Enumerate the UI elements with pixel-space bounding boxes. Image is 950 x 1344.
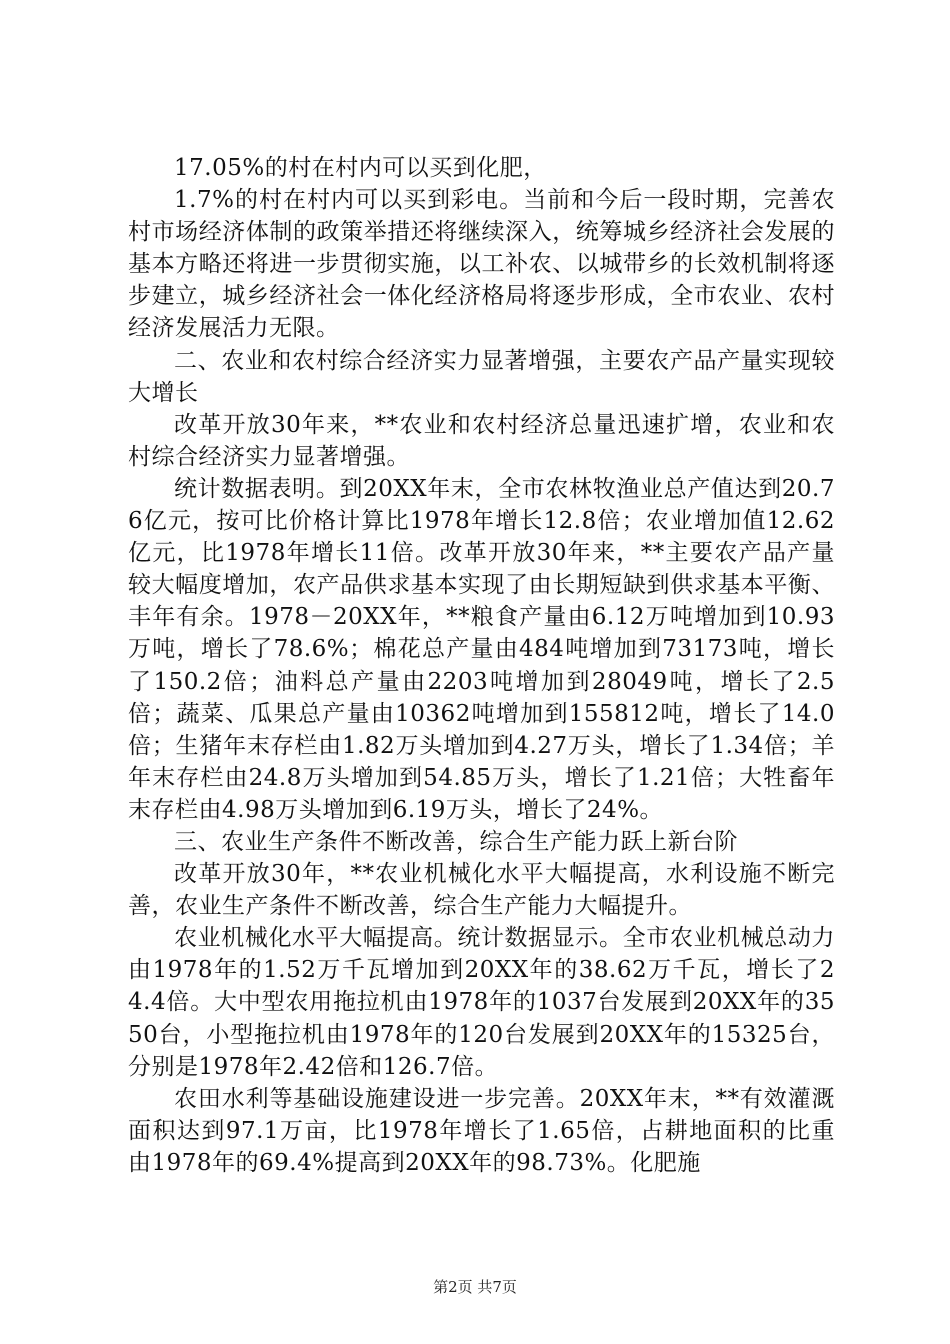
paragraph-1: 17.05%的村在村内可以买到化肥， (174, 155, 547, 181)
document-body (128, 152, 835, 1179)
section-heading-3: 三、农业生产条件不断改善，综合生产能力跃上新台阶 (174, 828, 738, 855)
page-footer (0, 1276, 950, 1297)
page-number: 第2页 共7页 (433, 1278, 517, 1296)
section-heading-2: 二、农业和农村综合经济实力显著增强，主要农产品产量实现较大增长 (128, 347, 835, 406)
paragraph-5: 改革开放30年，**农业机械化水平大幅提高，水利设施不断完善，农业生产条件不断改善，综合生产能力大幅提升。 (128, 861, 835, 920)
paragraph-3: 改革开放30年来，**农业和农村经济总量迅速扩增，农业和农村综合经济实力显著增强。 (128, 411, 835, 470)
paragraph-6: 农业机械化水平大幅提高。统计数据显示。全市农业机械总动力由1978年的1.52万千瓦增加到20XX年的38.62万千瓦，增长了24.4倍。大中型农用拖拉机由1978年的1037台发展到20XX年的3550台，小型拖拉机由1978年的120台发展到20XX年的15325台，分别是1978年2.42倍和126.7倍。 (128, 925, 835, 1080)
paragraph-7: 农田水利等基础设施建设进一步完善。20XX年末，**有效灌溉面积达到97.1万亩，比1978年增长了1.65倍，占耕地面积的比重由1978年的69.4%提高到20XX年的98.73%。化肥施 (128, 1085, 835, 1176)
paragraph-4: 统计数据表明。到20XX年末，全市农林牧渔业总产值达到20.76亿元，按可比价格计算比1978年增长12.8倍；农业增加值12.62亿元，比1978年增长11倍。改革开放30年来，**主要农产品产量较大幅度增加，农产品供求基本实现了由长期短缺到供求基本平衡、丰年有余。1978－20XX年，**粮食产量由6.12万吨增加到10.93万吨，增长了78.6%；棉花总产量由484吨增加到73173吨，增长了150.2倍；油料总产量由2203吨增加到28049吨，增长了2.5倍；蔬菜、瓜果总产量由10362吨增加到155812吨，增长了14.0倍；生猪年末存栏由1.82万头增加到4.27万头，增长了1.34倍；羊年末存栏由24.8万头增加到54.85万头，增长了1.21倍；大牲畜年末存栏由4.98万头增加到6.19万头，增长了24%。 (128, 475, 835, 823)
paragraph-2: 1.7%的村在村内可以买到彩电。当前和今后一段时期，完善农村市场经济体制的政策举措还将继续深入，统筹城乡经济社会发展的基本方略还将进一步贯彻实施，以工补农、以城带乡的长效机制将逐步建立，城乡经济社会一体化经济格局将逐步形成，全市农业、农村经济发展活力无限。 (128, 187, 835, 342)
